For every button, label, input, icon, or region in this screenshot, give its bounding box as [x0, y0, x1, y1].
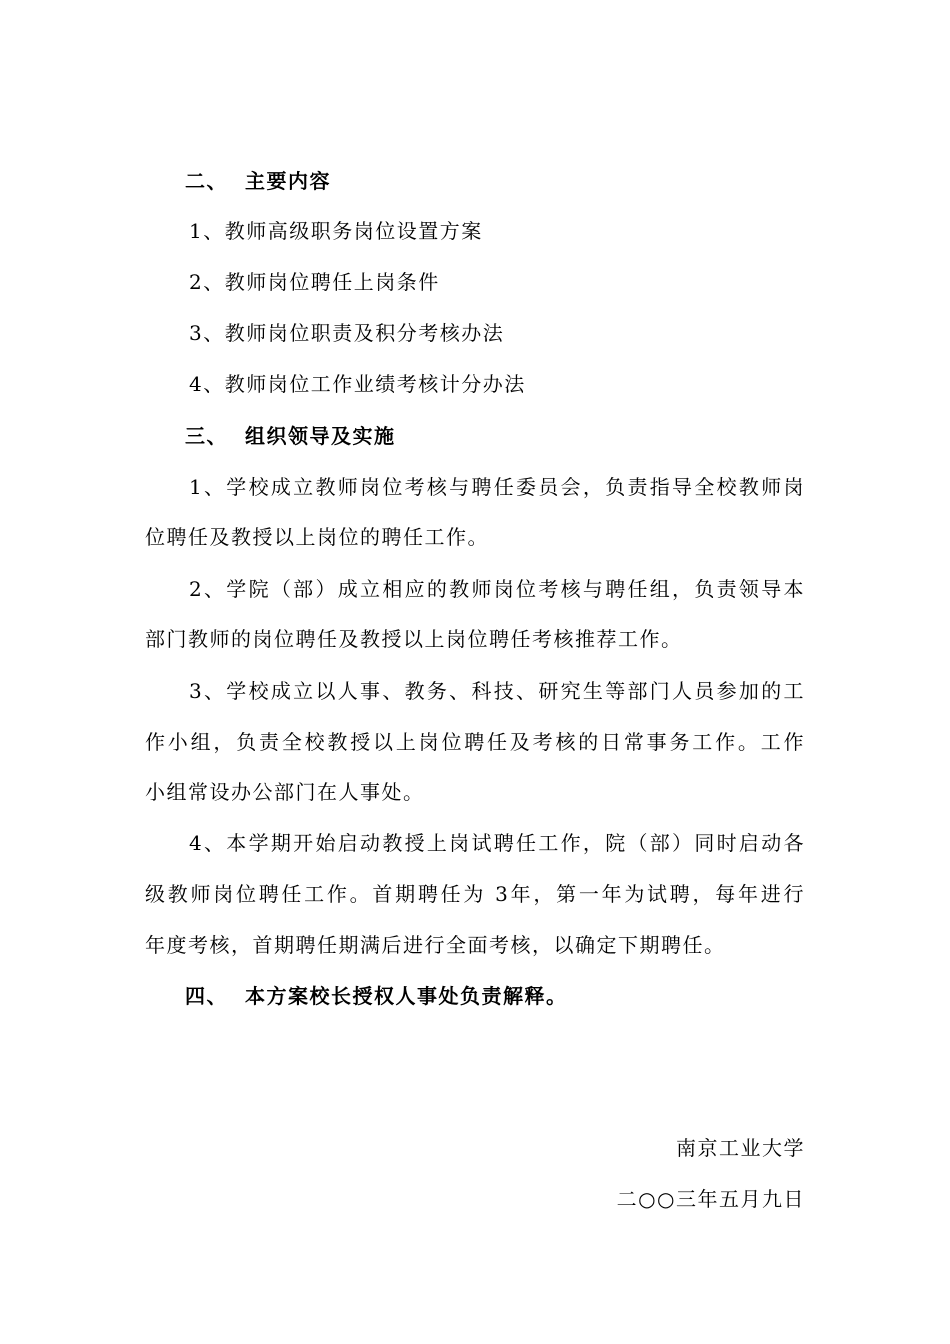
list-item: 3、教师岗位职责及积分考核办法 [189, 321, 505, 345]
section-number: 二、 [185, 169, 228, 193]
paragraph-line: 4、本学期开始启动教授上岗试聘任工作，院（部）同时启动各 [189, 831, 805, 855]
paragraph-line: 作小组，负责全校教授以上岗位聘任及考核的日常事务工作。工作 [145, 730, 805, 754]
list-item: 2、教师岗位聘任上岗条件 [189, 270, 440, 294]
section-number: 三、 [185, 424, 228, 448]
section-title: 组织领导及实施 [245, 424, 396, 448]
section-heading [185, 423, 396, 449]
section-number: 四、 [185, 984, 228, 1008]
paragraph-line: 年度考核，首期聘任期满后进行全面考核，以确定下期聘任。 [145, 933, 726, 957]
section-title: 主要内容 [245, 169, 331, 193]
paragraph-line: 位聘任及教授以上岗位的聘任工作。 [145, 525, 489, 549]
section-heading [185, 168, 331, 194]
paragraph-line: 3、学校成立以人事、教务、科技、研究生等部门人员参加的工 [189, 679, 805, 703]
paragraph-line: 1、学校成立教师岗位考核与聘任委员会，负责指导全校教师岗 [189, 475, 805, 499]
section-title: 本方案校长授权人事处负责解释。 [245, 984, 568, 1008]
paragraph-line: 级教师岗位聘任工作。首期聘任为 3年，第一年为试聘，每年进行 [145, 882, 805, 906]
paragraph-line: 2、学院（部）成立相应的教师岗位考核与聘任组，负责领导本 [189, 577, 805, 601]
list-item: 1、教师高级职务岗位设置方案 [189, 219, 483, 243]
section-heading [185, 983, 568, 1009]
paragraph-line: 小组常设办公部门在人事处。 [145, 780, 425, 804]
signature-org: 南京工业大学 [676, 1136, 805, 1160]
signature-date: 二○○三年五月九日 [616, 1187, 805, 1211]
list-item: 4、教师岗位工作业绩考核计分办法 [189, 372, 526, 396]
paragraph-line: 部门教师的岗位聘任及教授以上岗位聘任考核推荐工作。 [145, 627, 683, 651]
